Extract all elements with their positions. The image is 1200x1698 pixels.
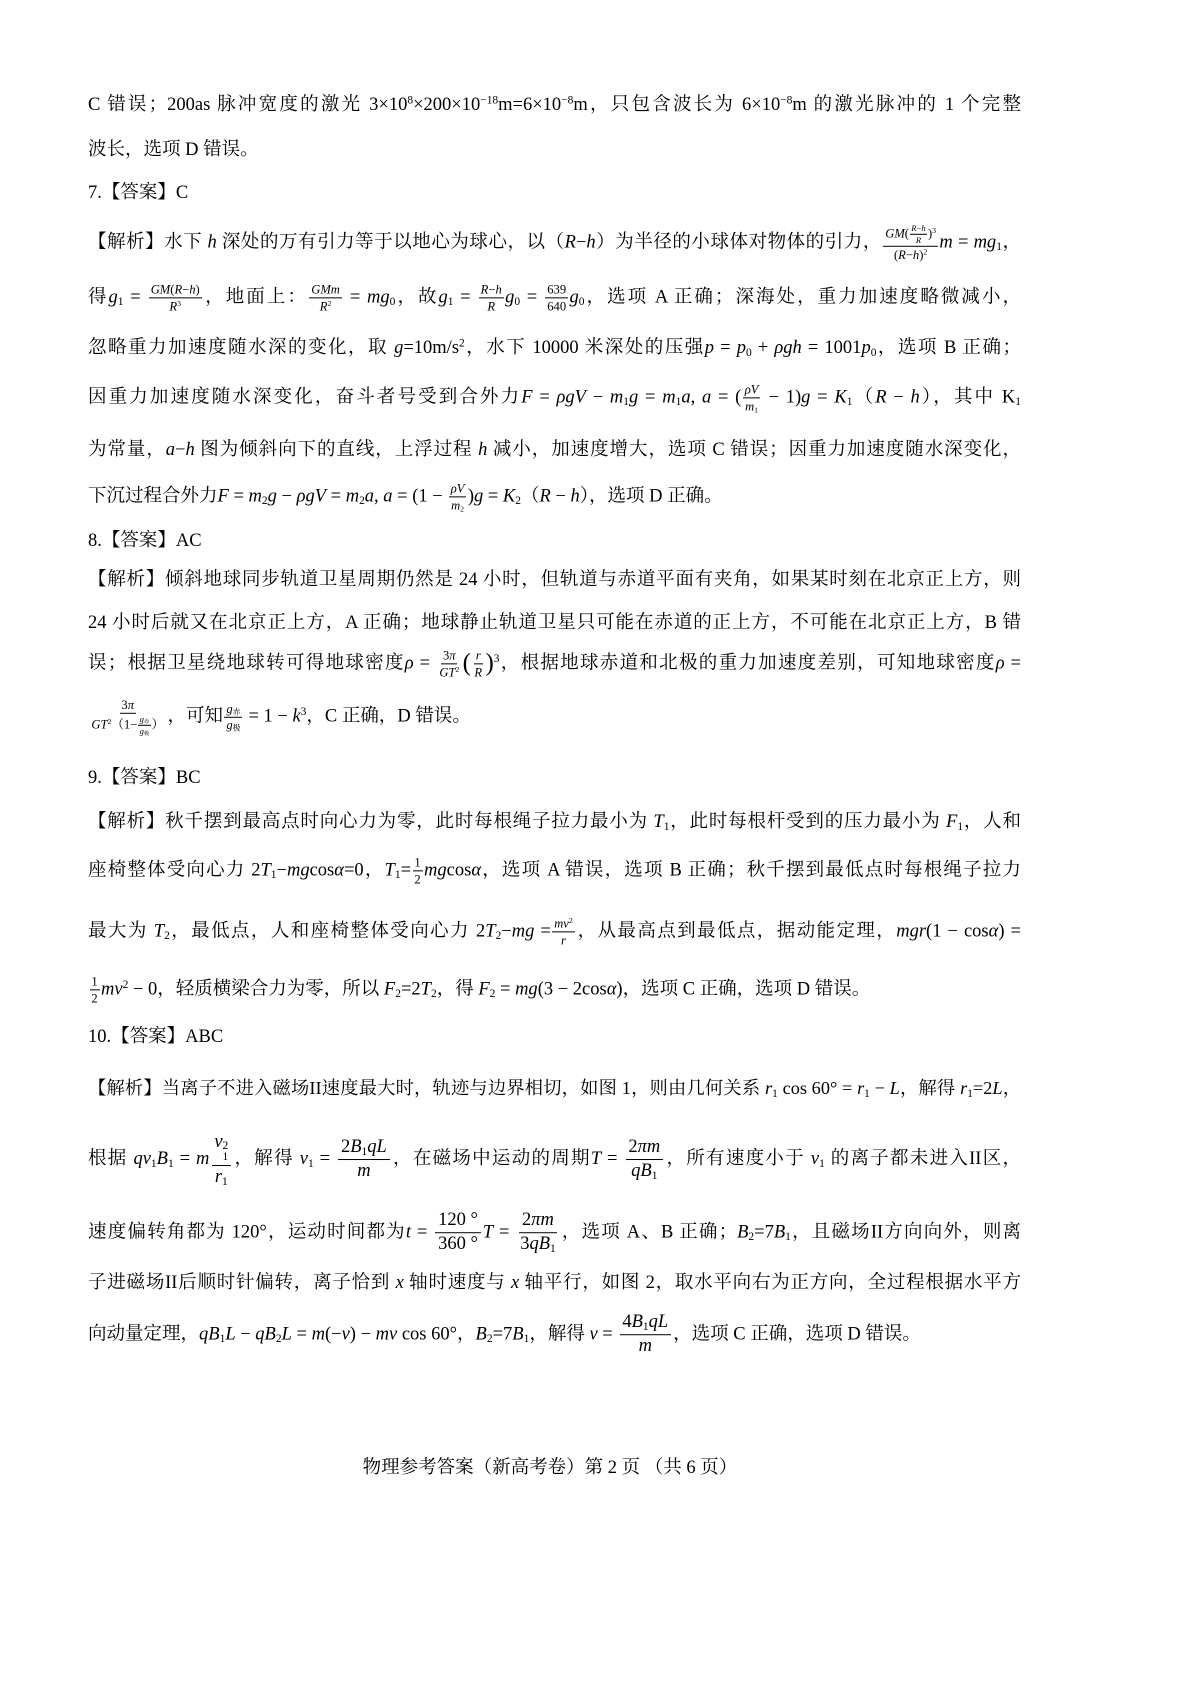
math-variable: B: [512, 1324, 524, 1345]
math-variable: mgr: [896, 921, 927, 942]
paragraph-line: 下沉过程合外力$F = m_2g - \rho gV = m_2a$, a = (1 − $\frac{\rho V}{m_2}$ )$g = K_2(R - h)$，选项 D 正确。: [88, 481, 723, 514]
math-variable: F: [521, 387, 533, 408]
math-variable: v: [810, 1149, 820, 1170]
math-variable: R: [480, 282, 489, 297]
sup-sub-pair: [223, 1141, 229, 1164]
math-variable: p: [704, 338, 714, 358]
math-variable: T: [260, 860, 271, 881]
math-variable: mg: [424, 860, 447, 881]
math-variable: ρV: [450, 481, 465, 496]
math-variable: mv: [554, 916, 569, 931]
math-variable: L: [992, 1078, 1003, 1098]
math-variable: α: [334, 860, 344, 881]
math-variable: g: [505, 287, 515, 308]
subscript: 1: [167, 1158, 174, 1171]
math-variable: x: [395, 1273, 404, 1293]
math-variable: K: [834, 387, 847, 408]
paragraph-line: 因重力加速度随水深变化，奋斗者号受到合外力$F = \rho gV - m_1g = m_1a$, a = ( $\frac{\rho V}{m_1}$ − $1)g = K_1(R - h)$，其中 $K_1$: [88, 382, 1021, 415]
fraction-numerator: R−h: [910, 224, 927, 235]
fraction-numerator: 639: [545, 282, 568, 298]
math-variable: v: [214, 1132, 223, 1153]
paragraph-line: 3π $GT^2(1-$ $\frac{g_赤}{g_极}$ ） ，可知 $\frac{g_赤}{g_极}$ = $1 - k^3$，C 正确，D 错误。: [91, 697, 471, 737]
math-variable: p: [861, 338, 871, 358]
math-variable: qB: [631, 1161, 652, 1182]
fraction: [224, 701, 242, 732]
subscript: 2: [495, 930, 502, 943]
math-variable: B: [350, 1137, 362, 1158]
fraction: [479, 282, 504, 313]
math-variable: qL: [648, 1312, 669, 1333]
math-variable: p: [736, 338, 746, 358]
fraction-numerator: [743, 382, 760, 398]
math-variable: ρ: [995, 653, 1005, 674]
fraction-denominator: [318, 298, 333, 313]
math-variable: v: [589, 1324, 598, 1345]
math-variable: mg: [367, 287, 390, 308]
math-variable: r: [475, 648, 481, 663]
math-variable: m: [939, 232, 953, 253]
math-variable: m: [248, 486, 262, 507]
math-variable: ρ: [404, 653, 414, 674]
subscript: 1: [957, 820, 964, 833]
subscript: 1: [270, 869, 277, 882]
fraction-denominator: [559, 932, 568, 947]
math-variable: r: [765, 1078, 773, 1098]
math-variable: T: [653, 812, 664, 832]
superscript: 3: [932, 226, 937, 236]
math-variable: mg: [511, 921, 535, 942]
answer-heading: 8.【答案】AC: [88, 531, 202, 551]
superscript: 2: [122, 978, 129, 991]
paragraph-line: 【解析】秋千摆到最高点时向心力为零，此时每根绳子拉力最小为 $T_1$，此时每根杆受到的压力最小为 $F_1$，人和: [88, 812, 1021, 833]
math-variable: v: [299, 1149, 308, 1170]
paragraph-line: 子进磁场II后顺时针偏转，离子恰到 x 轴时速度与 x 轴平行，如图 2，取水平向右为正方向，全过程根据水平方: [88, 1273, 1021, 1293]
math-variable: h: [586, 232, 596, 253]
math-variable: m: [311, 1324, 325, 1345]
math-variable: T: [384, 860, 395, 881]
math-variable: mv: [101, 979, 123, 1000]
subscript: 0: [578, 296, 585, 309]
superscript: 3: [300, 705, 307, 718]
math-variable: g: [267, 486, 277, 507]
fraction: [437, 648, 461, 679]
bracket: (: [462, 649, 471, 677]
fraction-denominator: $GT^2(1-$ $\frac{g_赤}{g_极}$ ）: [91, 713, 165, 737]
paragraph-line: C 错误；200as 脉冲宽度的激光 $3\times 10^8\times 200\times 10^{-18}m=6\times 10^{-8}m$，只包含波长为 $6\times 10^{-8}m$ 的激光脉冲的 1 个完整: [88, 94, 1021, 115]
math-variable: R: [915, 234, 922, 245]
math-variable: R: [539, 486, 551, 507]
subscript: 2: [261, 495, 268, 508]
fraction-denominator: [743, 398, 760, 413]
math-variable: ρgV: [296, 486, 326, 507]
fraction-numerator: $2B_1qL$: [338, 1137, 389, 1160]
fraction-denominator: [628, 1160, 660, 1182]
fraction-denominator: 2: [414, 872, 421, 887]
math-variable: T: [590, 1149, 602, 1170]
fraction: [149, 282, 202, 313]
subscript: 1: [967, 1087, 973, 1100]
fraction: [626, 1137, 663, 1183]
math-variable: GM: [885, 226, 905, 241]
subscript: 1: [623, 396, 630, 409]
subscript: 2: [430, 988, 437, 1001]
fraction-numerator: [138, 715, 150, 726]
subscript: 赤: [143, 718, 150, 725]
fraction-numerator: [309, 282, 341, 298]
fraction: [90, 698, 166, 736]
subscript: 0: [389, 296, 396, 309]
subscript: 1: [447, 296, 454, 309]
subscript: 1: [996, 241, 1002, 254]
subscript: 赤: [232, 707, 241, 717]
math-variable: h: [478, 440, 488, 460]
fraction-denominator: [168, 298, 183, 313]
math-variable: v: [341, 1324, 350, 1345]
math-variable: α: [471, 860, 482, 881]
math-variable: mv: [375, 1324, 398, 1345]
fraction: [517, 1210, 558, 1256]
answer-heading: 7.【答案】C: [88, 183, 189, 203]
fraction: [545, 282, 568, 313]
fraction: [212, 1132, 231, 1188]
math-variable: πm: [531, 1210, 554, 1231]
math-variable: m: [345, 486, 360, 507]
fraction: [138, 715, 150, 737]
fraction-numerator: [474, 648, 483, 664]
math-variable: mg: [515, 979, 538, 1000]
subscript: 2: [486, 1333, 493, 1346]
math-variable: T: [153, 921, 165, 942]
fraction-numerator: 2πm: [519, 1210, 556, 1233]
superscript: 3: [177, 298, 181, 308]
subscript: 1: [864, 1087, 870, 1100]
answer-heading: 9.【答案】BC: [88, 768, 201, 788]
math-variable: qL: [367, 1137, 387, 1158]
paragraph-line: 向动量定理，$qB_1L - qB_2L = m(-v)$ − mv cos 60°，$B_2=7B_1$，解得 v = $\frac{4B_1qL}{m}$ ，选项 C 正确，选项 D 错误。: [88, 1312, 921, 1357]
math-variable: a: [701, 387, 712, 408]
subscript: 极: [143, 730, 150, 737]
paragraph-line: 【解析】水下 h 深处的万有引力等于以地心为球心，以（R−h）为半径的小球体对物体的引力， GM( $\frac{R-h}{R}$ )$^3$ $(R-h)^2$ $m = mg_1$，: [88, 222, 1021, 262]
math-variable: GMm: [311, 282, 340, 297]
fraction-numerator: 3π: [441, 648, 457, 664]
subscript: 2: [164, 930, 170, 943]
fraction-denominator: [212, 1166, 230, 1188]
superscript: 2: [222, 1139, 229, 1152]
fraction-denominator: [354, 1160, 373, 1182]
math-variable: R: [487, 299, 496, 314]
math-variable: m: [451, 498, 461, 513]
subscript: 1: [219, 1333, 226, 1346]
subscript: 2: [275, 1333, 282, 1346]
math-variable: α: [988, 921, 999, 942]
fraction-numerator: [449, 481, 466, 497]
fraction: [413, 855, 423, 886]
paragraph-line: 【解析】倾斜地球同步轨道卫星周期仍然是 24 小时，但轨道与赤道平面有夹角，如果某时刻在北京正上方，则: [88, 570, 1021, 590]
paragraph-line: 最大为 $T_2$，最低点，人和座椅整体受向心力 $2T_2-mg$ = $\frac{mv^2}{r}$ ，从最高点到最低点，据动能定理，mgr(1 − cosα) =: [88, 916, 1021, 948]
subscript: 2: [748, 1231, 755, 1244]
math-variable: r: [857, 1078, 865, 1098]
subscript: 1: [651, 1170, 658, 1183]
answer-heading: 10.【答案】ABC: [88, 1027, 224, 1047]
math-variable: L: [225, 1324, 236, 1345]
fraction-denominator: 640: [547, 299, 567, 314]
math-variable: R: [174, 282, 183, 297]
fraction-denominator: [473, 664, 484, 679]
math-variable: qB: [255, 1324, 276, 1345]
subscript: 1: [642, 1321, 649, 1334]
fraction-numerator: GM( $\frac{R-h}{R}$ )$^3$: [883, 224, 938, 247]
fraction: [620, 1312, 671, 1358]
math-variable: m: [638, 1336, 652, 1357]
math-variable: K: [502, 486, 516, 507]
fraction: [910, 224, 927, 246]
superscript: −18: [480, 94, 499, 107]
math-variable: g: [226, 701, 233, 716]
superscript: 2: [923, 247, 928, 257]
math-variable: GT: [91, 717, 108, 732]
paragraph-line: 座椅整体受向心力 $2T_1-mgcos\alpha=0$，$T_1=$ $\frac{1}{2}$ mgcosα，选项 A 错误，选项 B 正确；秋千摆到最低点时每根绳子拉力: [88, 855, 1021, 887]
fraction: [449, 481, 466, 512]
fraction-numerator: R−h: [479, 282, 504, 298]
superscript: 2: [455, 664, 460, 674]
fraction-denominator: 360 °: [438, 1234, 478, 1255]
subscript: 1: [663, 820, 670, 833]
fraction-denominator: $(R-h)^2$: [893, 247, 928, 262]
subscript: 1: [222, 1175, 228, 1188]
math-variable: mg: [973, 232, 997, 253]
subscript: 0: [870, 346, 877, 359]
superscript: 2: [459, 337, 465, 350]
math-variable: qB: [199, 1324, 220, 1345]
subscript: 1: [675, 396, 682, 409]
paragraph-line: 得$g_1$ = $\frac{GM(R-h)}{R^3}$ ，地面上： $\frac{\text{GMm}}{R^2}$ = $mg_0$，故$g_1$ = $\frac{R-h}{R}$ $g_0$ = $\frac{639}{640}$ $g_0$，选项 A 正确；深海处，重力加速度略微减小，: [88, 282, 1022, 314]
fraction: [338, 1137, 389, 1183]
math-variable: t: [405, 1222, 411, 1243]
subscript: 1: [222, 1151, 229, 1164]
fraction-numerator: 1: [90, 974, 100, 990]
math-variable: m: [195, 1149, 210, 1170]
math-variable: r: [960, 1078, 968, 1098]
subscript: 2: [460, 504, 465, 514]
fraction-numerator: 120 °: [435, 1210, 480, 1233]
math-variable: mg: [286, 860, 310, 881]
math-variable: g: [569, 287, 579, 308]
math-variable: g: [801, 387, 811, 408]
fraction-denominator: 2: [91, 991, 98, 1006]
math-variable: ρgh: [774, 338, 802, 358]
math-variable: F: [946, 812, 958, 832]
paragraph-line: 误；根据卫星绕地球转可得地球密度ρ = $\frac{3\pi}{GT^2}$ ( $\frac{r}{R}$ )$^3$，根据地球赤道和北极的重力加速度差别，可知地球密度ρ =: [88, 648, 1021, 680]
math-variable: F: [217, 486, 229, 507]
superscript: −8: [780, 94, 793, 107]
math-variable: π: [449, 648, 456, 663]
math-variable: g: [394, 338, 404, 358]
math-variable: h: [921, 222, 926, 233]
fraction: [435, 1210, 480, 1256]
fraction-denominator: [138, 726, 150, 736]
math-variable: R: [875, 387, 887, 408]
subscript: 1: [846, 396, 853, 409]
paragraph-line: 根据 $qv_1B_1 = m$ v 2 1 $r_1$ ，解得 $v_1$ = $\frac{2B_1qL}{m}$ ，在磁场中运动的周期T = $\frac{2\pi m}{qB_1}$ ，所有速度小于 $v_1$ 的离子都未进入II区，: [88, 1132, 1021, 1188]
math-variable: h: [207, 232, 217, 253]
math-variable: h: [912, 247, 920, 262]
subscript: 1: [772, 1087, 778, 1100]
subscript: 2: [515, 495, 521, 508]
math-variable: a: [681, 387, 691, 408]
page-footer: 物理参考答案（新高考卷）第 2 页 （共 6 页）: [362, 1458, 738, 1478]
math-variable: π: [127, 697, 135, 712]
fraction-numerator: $4B_1qL$: [620, 1312, 671, 1335]
fraction-numerator: 3π: [120, 698, 136, 714]
math-variable: T: [482, 1222, 494, 1243]
math-variable: a: [383, 486, 393, 507]
subscript: 0: [745, 346, 752, 359]
math-variable: B: [631, 1312, 643, 1333]
math-variable: R: [898, 247, 906, 262]
superscript: −8: [561, 94, 574, 107]
math-variable: ρV: [744, 382, 759, 397]
math-variable: g: [139, 725, 144, 736]
math-variable: L: [889, 1078, 900, 1098]
math-variable: ρgV: [556, 387, 586, 408]
math-variable: g: [108, 287, 118, 308]
subscript: 1: [550, 1243, 556, 1256]
subscript: 2: [395, 988, 401, 1001]
math-variable: R: [319, 299, 328, 314]
math-variable: qv: [133, 1149, 151, 1170]
subscript: 1: [785, 1231, 791, 1244]
subscript: 2: [489, 988, 496, 1001]
superscript: 2: [327, 298, 332, 308]
fraction: [743, 382, 760, 413]
paragraph-line: $\frac{1}{2}$ $mv^2 - 0$，轻质横梁合力为零，所以 $F_2=2T_2$，得 $F_2 = mg(3 - 2\cos\alpha)$，选项 C 正确，选项 D 错误。: [91, 974, 871, 1006]
fraction-denominator: [224, 717, 242, 732]
math-variable: α: [606, 979, 617, 1000]
math-variable: r: [214, 1166, 223, 1187]
math-variable: R: [564, 232, 576, 253]
math-variable: F: [478, 979, 490, 1000]
fraction-denominator: [485, 298, 496, 313]
math-variable: B: [737, 1222, 749, 1243]
subscript: 极: [232, 724, 241, 734]
fraction-denominator: [437, 664, 461, 679]
math-variable: h: [189, 282, 196, 297]
subscript: 2: [359, 495, 365, 508]
subscript: 1: [150, 1158, 157, 1171]
paragraph-line: 【解析】当离子不进入磁场II速度最大时，轨迹与边界相切，如图 1，则由几何关系 $r_1$ $\cos 60^\circ = r_1 - L$，解得 $r_1=2L$，: [88, 1078, 1021, 1100]
fraction-numerator: [212, 1132, 231, 1166]
math-variable: h: [910, 387, 920, 408]
fraction: [90, 974, 100, 1005]
math-variable: m: [357, 1161, 371, 1182]
subscript: 1: [394, 869, 401, 882]
math-variable: r: [561, 933, 566, 948]
math-variable: h: [185, 440, 195, 460]
math-variable: T: [485, 921, 496, 942]
paragraph-line: 忽略重力加速度随水深的变化，取 $g=10m/s^2$，水下 10000 米深处的压强$p = p_0 + \rho gh = 1001p_0$，选项 B 正确；: [88, 337, 1021, 359]
fraction-numerator: [224, 701, 242, 717]
math-variable: g: [473, 486, 484, 507]
fraction: [309, 282, 341, 313]
superscript: 3: [493, 652, 500, 665]
bracket: ): [485, 649, 494, 677]
fraction-numerator: [552, 916, 574, 932]
math-variable: L: [281, 1324, 292, 1345]
subscript: 1: [523, 1333, 530, 1346]
math-variable: B: [475, 1324, 487, 1345]
fraction-numerator: GM(R−h): [149, 282, 202, 298]
math-variable: g: [226, 718, 233, 733]
fraction-denominator: $3qB_1$: [520, 1234, 556, 1256]
math-variable: h: [495, 282, 502, 297]
paragraph-line: 速度偏转角都为 120°，运动时间都为t = $\frac{120 ^\circ}{360 ^\circ}$ T = $\frac{2\pi m}{3qB_1}$ ，选项 A、B 正确；$B_2=7B_1$，且磁场II方向向外，则离: [88, 1210, 1022, 1256]
superscript: 2: [568, 916, 573, 926]
paragraph-line: 为常量，a−h 图为倾斜向下的直线，上浮过程 h 减小，加速度增大，选项 C 错误；因重力加速度随水深变化，: [88, 440, 1021, 460]
paragraph-line: 波长，选项 D 错误。: [88, 140, 259, 160]
math-variable: h: [570, 486, 580, 507]
math-variable: F: [383, 979, 396, 1000]
math-variable: g: [629, 387, 639, 408]
fraction-denominator: [915, 235, 923, 245]
math-variable: R: [474, 665, 483, 680]
math-variable: GM: [150, 282, 171, 297]
subscript: 1: [307, 1158, 314, 1171]
subscript: 0: [514, 296, 521, 309]
subscript: 1: [754, 405, 759, 415]
fraction: [552, 916, 574, 947]
math-variable: a: [364, 486, 375, 507]
paragraph-line: 24 小时后就又在北京正上方，A 正确；地球静止轨道卫星只可能在赤道的正上方，不可能在北京正上方，B 错: [88, 613, 1021, 633]
math-variable: m: [609, 387, 624, 408]
fraction-numerator: 1: [413, 855, 423, 871]
fraction: [473, 648, 484, 679]
fraction: [883, 224, 938, 262]
math-variable: B: [156, 1149, 168, 1170]
math-variable: x: [510, 1273, 520, 1293]
math-variable: g: [139, 713, 144, 724]
math-variable: m: [662, 387, 676, 408]
math-variable: T: [420, 979, 431, 1000]
math-variable: m: [745, 399, 755, 414]
subscript: 1: [819, 1158, 825, 1171]
subscript: 1: [117, 296, 124, 309]
math-variable: R: [169, 299, 178, 314]
fraction-denominator: [636, 1335, 655, 1357]
math-variable: πm: [637, 1137, 661, 1158]
subscript: 1: [1015, 396, 1021, 409]
fraction-denominator: [449, 497, 466, 512]
math-variable: B: [773, 1222, 786, 1243]
math-variable: qB: [529, 1234, 550, 1255]
math-variable: g: [438, 287, 448, 308]
math-variable: GT: [439, 665, 456, 680]
math-variable: R: [911, 222, 917, 233]
math-variable: k: [292, 706, 301, 727]
superscript: 8: [407, 94, 414, 107]
superscript: 2: [107, 717, 112, 727]
math-variable: a: [165, 440, 176, 460]
fraction-numerator: 2πm: [626, 1137, 663, 1160]
subscript: 1: [361, 1146, 368, 1159]
